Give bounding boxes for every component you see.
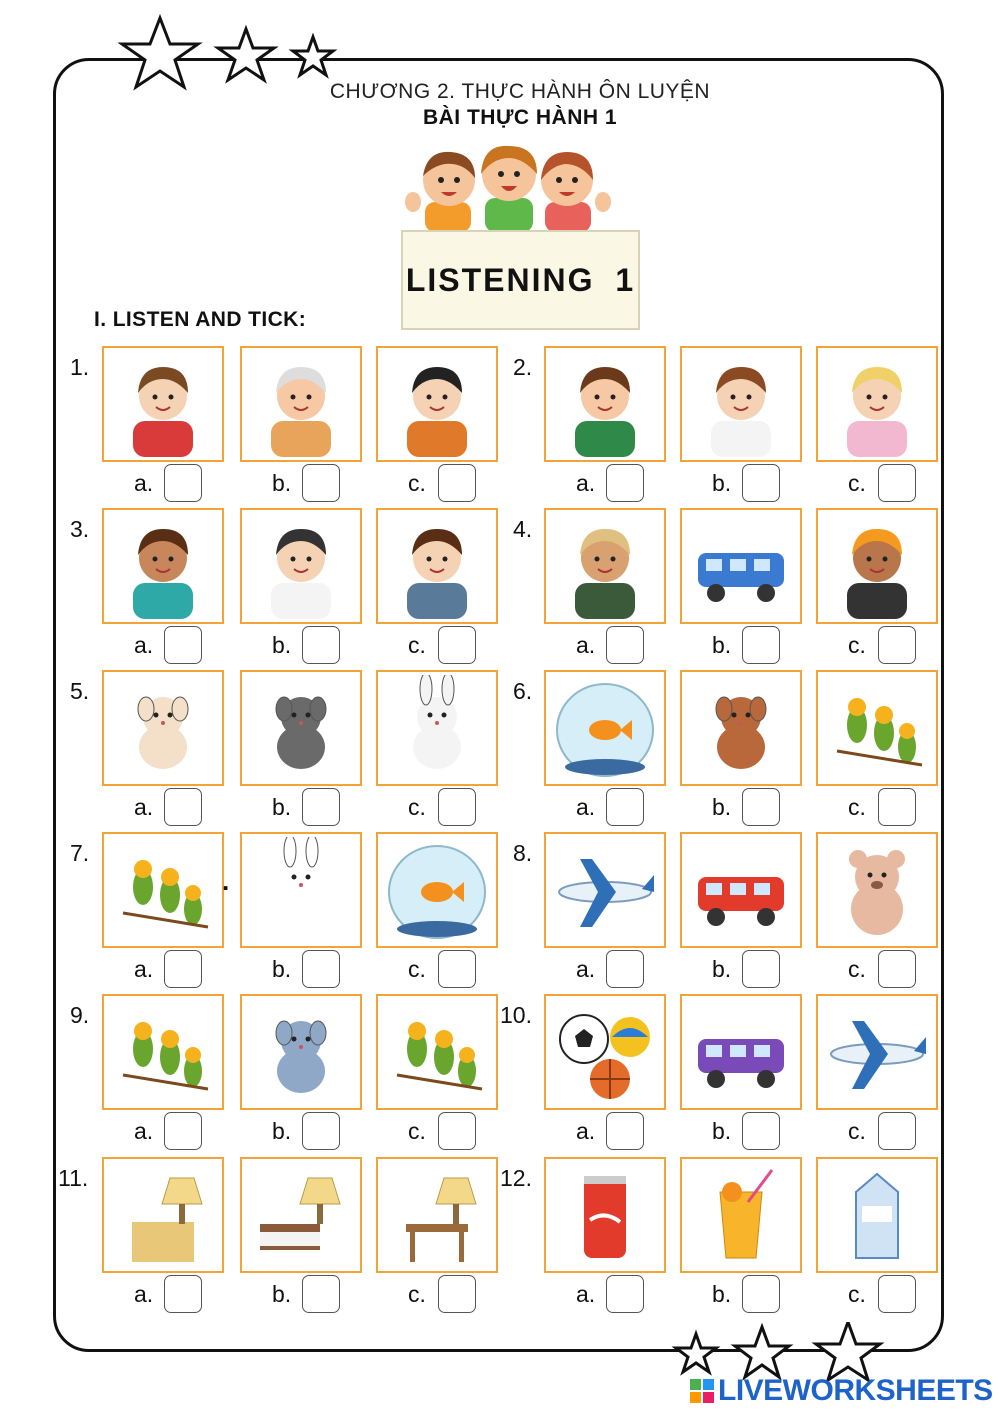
tick-checkbox[interactable]: [606, 788, 644, 826]
picture-option: [680, 1157, 802, 1273]
picture-option: [240, 994, 362, 1110]
option-letter: b.: [272, 1281, 292, 1307]
question-number: 6.: [513, 678, 533, 704]
tick-checkbox[interactable]: [164, 626, 202, 664]
doctor-man-icon: [246, 513, 356, 619]
option-letter: c.: [848, 956, 866, 982]
picture-option: [544, 508, 666, 624]
tick-checkbox[interactable]: [742, 626, 780, 664]
rabbits-icon: [246, 837, 356, 943]
farmer-icon: [550, 513, 660, 619]
picture-option: [240, 832, 362, 948]
planes-icon: [822, 999, 932, 1105]
tick-checkbox[interactable]: [878, 626, 916, 664]
singing-elephant-icon: [246, 999, 356, 1105]
option-letter: a.: [576, 956, 596, 982]
liveworksheets-logo-icon: [690, 1379, 714, 1403]
boy-icon: [382, 351, 492, 457]
tick-checkbox[interactable]: [302, 788, 340, 826]
picture-option: [544, 994, 666, 1110]
question-number: 10.: [500, 1002, 532, 1028]
tick-checkbox[interactable]: [302, 626, 340, 664]
listening-title: LISTENING 1: [401, 230, 640, 330]
singer-icon: [822, 351, 932, 457]
picture-option: [376, 508, 498, 624]
question-number: 1.: [70, 354, 90, 380]
trains-icon: [686, 999, 796, 1105]
option-letter: c.: [408, 794, 426, 820]
tick-checkbox[interactable]: [878, 950, 916, 988]
option-letter: b.: [712, 632, 732, 658]
picture-option: [376, 670, 498, 786]
question-number: 8.: [513, 840, 533, 866]
tick-checkbox[interactable]: [742, 1275, 780, 1313]
picture-option: [376, 832, 498, 948]
picture-option: [680, 832, 802, 948]
tick-checkbox[interactable]: [302, 1112, 340, 1150]
doctor-woman-icon: [686, 351, 796, 457]
tick-checkbox[interactable]: [606, 464, 644, 502]
tick-checkbox[interactable]: [164, 1112, 202, 1150]
balls-icon: [550, 999, 660, 1105]
tick-checkbox[interactable]: [164, 950, 202, 988]
fish-tank-icon: [382, 837, 492, 943]
option-letter: b.: [712, 470, 732, 496]
option-letter: a.: [134, 632, 154, 658]
option-letter: c.: [408, 1118, 426, 1144]
tick-checkbox[interactable]: [302, 464, 340, 502]
tick-checkbox[interactable]: [438, 950, 476, 988]
picture-option: [816, 346, 938, 462]
dog-icon: [108, 675, 218, 781]
picture-option: [816, 508, 938, 624]
table-lamp-icon: [382, 1162, 492, 1268]
picture-option: [680, 508, 802, 624]
parrots-icon: [822, 675, 932, 781]
option-letter: c.: [848, 470, 866, 496]
tick-checkbox[interactable]: [438, 788, 476, 826]
option-letter: a.: [134, 956, 154, 982]
train-icon: [686, 837, 796, 943]
tick-checkbox[interactable]: [164, 788, 202, 826]
option-letter: a.: [134, 794, 154, 820]
question-number: 11.: [58, 1165, 89, 1191]
option-letter: a.: [134, 1281, 154, 1307]
option-letter: b.: [272, 1118, 292, 1144]
picture-option: [544, 670, 666, 786]
picture-option: [816, 1157, 938, 1273]
picture-option: [376, 994, 498, 1110]
lesson-subtitle: BÀI THỰC HÀNH 1: [422, 106, 618, 129]
option-letter: a.: [576, 794, 596, 820]
picture-option: [102, 994, 224, 1110]
tick-checkbox[interactable]: [164, 1275, 202, 1313]
tick-checkbox[interactable]: [878, 1275, 916, 1313]
teacher-icon: [550, 351, 660, 457]
tick-checkbox[interactable]: [878, 464, 916, 502]
tick-checkbox[interactable]: [438, 1112, 476, 1150]
picture-option: [240, 670, 362, 786]
tick-checkbox[interactable]: [742, 950, 780, 988]
option-letter: a.: [576, 1118, 596, 1144]
picture-option: [544, 832, 666, 948]
tick-checkbox[interactable]: [606, 1275, 644, 1313]
tick-checkbox[interactable]: [438, 626, 476, 664]
option-letter: c.: [408, 956, 426, 982]
question-number: 3.: [70, 516, 90, 542]
question-number: 5.: [70, 678, 90, 704]
liveworksheets-brand[interactable]: [690, 1374, 993, 1408]
option-letter: c.: [408, 1281, 426, 1307]
plane-icon: [550, 837, 660, 943]
picture-option: [544, 346, 666, 462]
picture-option: [102, 670, 224, 786]
picture-option: [680, 670, 802, 786]
picture-option: [376, 1157, 498, 1273]
orange-juice-icon: [686, 1162, 796, 1268]
picture-option: [102, 346, 224, 462]
tick-checkbox[interactable]: [606, 950, 644, 988]
option-letter: b.: [712, 956, 732, 982]
question-number: 9.: [70, 1002, 90, 1028]
picture-option: [680, 994, 802, 1110]
goldfish-bowl-icon: [550, 675, 660, 781]
option-letter: b.: [272, 956, 292, 982]
tick-checkbox[interactable]: [438, 1275, 476, 1313]
option-letter: a.: [134, 1118, 154, 1144]
rabbit-icon: [382, 675, 492, 781]
question-number: 4.: [513, 516, 533, 542]
option-letter: c.: [408, 470, 426, 496]
tick-checkbox[interactable]: [164, 464, 202, 502]
option-letter: b.: [272, 470, 292, 496]
picture-option: [240, 508, 362, 624]
picture-option: [816, 670, 938, 786]
cola-can-icon: [550, 1162, 660, 1268]
option-letter: b.: [272, 794, 292, 820]
option-letter: a.: [576, 470, 596, 496]
old-man-icon: [246, 351, 356, 457]
kids-illustration-icon: [405, 140, 611, 232]
girl-icon: [108, 513, 218, 619]
tick-checkbox[interactable]: [742, 1112, 780, 1150]
shelf-lamps-icon: [108, 1162, 218, 1268]
option-letter: b.: [712, 1118, 732, 1144]
question-number: 7.: [70, 840, 90, 866]
tick-checkbox[interactable]: [878, 1112, 916, 1150]
option-letter: c.: [848, 1118, 866, 1144]
picture-option: [816, 832, 938, 948]
worker-icon: [822, 513, 932, 619]
option-letter: c.: [848, 1281, 866, 1307]
teddy-bear-icon: [822, 837, 932, 943]
monkey-icon: [686, 675, 796, 781]
tick-checkbox[interactable]: [606, 1112, 644, 1150]
option-letter: b.: [712, 794, 732, 820]
tick-checkbox[interactable]: [438, 464, 476, 502]
tick-checkbox[interactable]: [742, 464, 780, 502]
section-title: I. LISTEN AND TICK:: [94, 308, 307, 331]
counting-parrots-icon: [108, 999, 218, 1105]
picture-option: [544, 1157, 666, 1273]
option-letter: a.: [134, 470, 154, 496]
tick-checkbox[interactable]: [606, 626, 644, 664]
driver-icon: [686, 513, 796, 619]
stray-dot-mark: .: [222, 866, 230, 896]
picture-option: [102, 1157, 224, 1273]
tick-checkbox[interactable]: [302, 950, 340, 988]
bed-lamp-icon: [246, 1162, 356, 1268]
cats-icon: [246, 675, 356, 781]
picture-option: [680, 346, 802, 462]
chapter-heading: CHƯƠNG 2. THỰC HÀNH ÔN LUYỆN: [329, 80, 711, 103]
picture-option: [376, 346, 498, 462]
parrots-icon: [108, 837, 218, 943]
option-letter: a.: [576, 632, 596, 658]
option-letter: b.: [712, 1281, 732, 1307]
option-letter: c.: [848, 794, 866, 820]
picture-option: [816, 994, 938, 1110]
option-letter: a.: [576, 1281, 596, 1307]
option-letter: c.: [408, 632, 426, 658]
option-letter: c.: [848, 632, 866, 658]
milk-carton-icon: [822, 1162, 932, 1268]
woman-icon: [108, 351, 218, 457]
singing-parrots-icon: [382, 999, 492, 1105]
option-letter: b.: [272, 632, 292, 658]
tick-checkbox[interactable]: [302, 1275, 340, 1313]
picture-option: [240, 1157, 362, 1273]
question-number: 12.: [500, 1165, 532, 1191]
picture-option: [102, 508, 224, 624]
brand-text: LIVEWORKSHEETS: [718, 1374, 993, 1407]
tick-checkbox[interactable]: [878, 788, 916, 826]
little-boy-icon: [382, 513, 492, 619]
picture-option: [240, 346, 362, 462]
picture-option: [102, 832, 224, 948]
question-number: 2.: [513, 354, 533, 380]
tick-checkbox[interactable]: [742, 788, 780, 826]
